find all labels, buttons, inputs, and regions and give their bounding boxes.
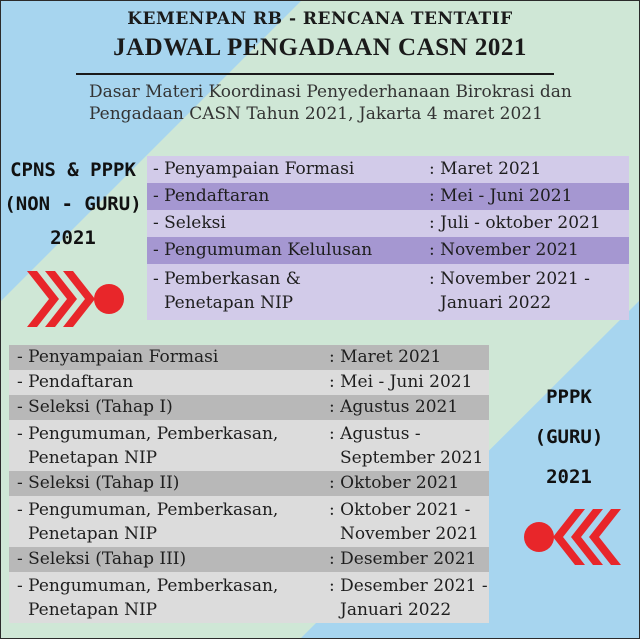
table-row: - Penyampaian Formasi : Maret 2021	[147, 156, 629, 183]
table-row: - Pengumuman, Pemberkasan, Penetapan NIP : Oktober 2021 - November 2021	[9, 496, 489, 547]
table-row: - Seleksi (Tahap III) : Desember 2021	[9, 547, 489, 572]
table-row: - Pengumuman, Pemberkasan, Penetapan NIP : Desember 2021 - Januari 2022	[9, 572, 489, 623]
left-label-line1: CPNS & PPPK	[10, 159, 136, 181]
red-chevron-logo-right-icon	[27, 263, 127, 335]
red-chevron-logo-left-icon	[521, 501, 621, 573]
right-label-line2: (GURU)	[534, 426, 604, 448]
table-row: - Seleksi (Tahap I) : Agustus 2021	[9, 395, 489, 420]
table-row: - Pendaftaran : Mei - Juni 2021	[9, 370, 489, 395]
left-label-line3: 2021	[50, 227, 96, 249]
table-row: - Seleksi : Juli - oktober 2021	[147, 210, 629, 237]
table-row: - Seleksi (Tahap II) : Oktober 2021	[9, 471, 489, 496]
table-row: - Pengumuman Kelulusan : November 2021	[147, 237, 629, 264]
table-row: - Pemberkasan & Penetapan NIP : November 2021 - Januari 2022	[147, 264, 629, 320]
header-title: JADWAL PENGADAAN CASN 2021	[113, 34, 527, 61]
right-label-line3: 2021	[546, 466, 592, 488]
right-label-line1: PPPK	[546, 386, 592, 408]
table-cpns-pppk	[147, 156, 629, 320]
right-label	[501, 377, 637, 497]
table-pppk-guru	[9, 345, 489, 623]
left-label-line2: (NON - GURU)	[4, 193, 142, 215]
table-row: - Penyampaian Formasi : Maret 2021	[9, 345, 489, 370]
header-underline	[76, 73, 554, 75]
table-row: - Pengumuman, Pemberkasan, Penetapan NIP : Agustus - September 2021	[9, 420, 489, 471]
left-label	[3, 153, 143, 255]
header-agency: KEMENPAN RB - RENCANA TENTATIF	[127, 9, 513, 29]
subtitle: Dasar Materi Koordinasi Penyederhanaan Birokrasi dan Pengadaan CASN Tahun 2021, Jakarta 4 maret 2021	[89, 82, 572, 124]
table-row: - Pendaftaran : Mei - Juni 2021	[147, 183, 629, 210]
